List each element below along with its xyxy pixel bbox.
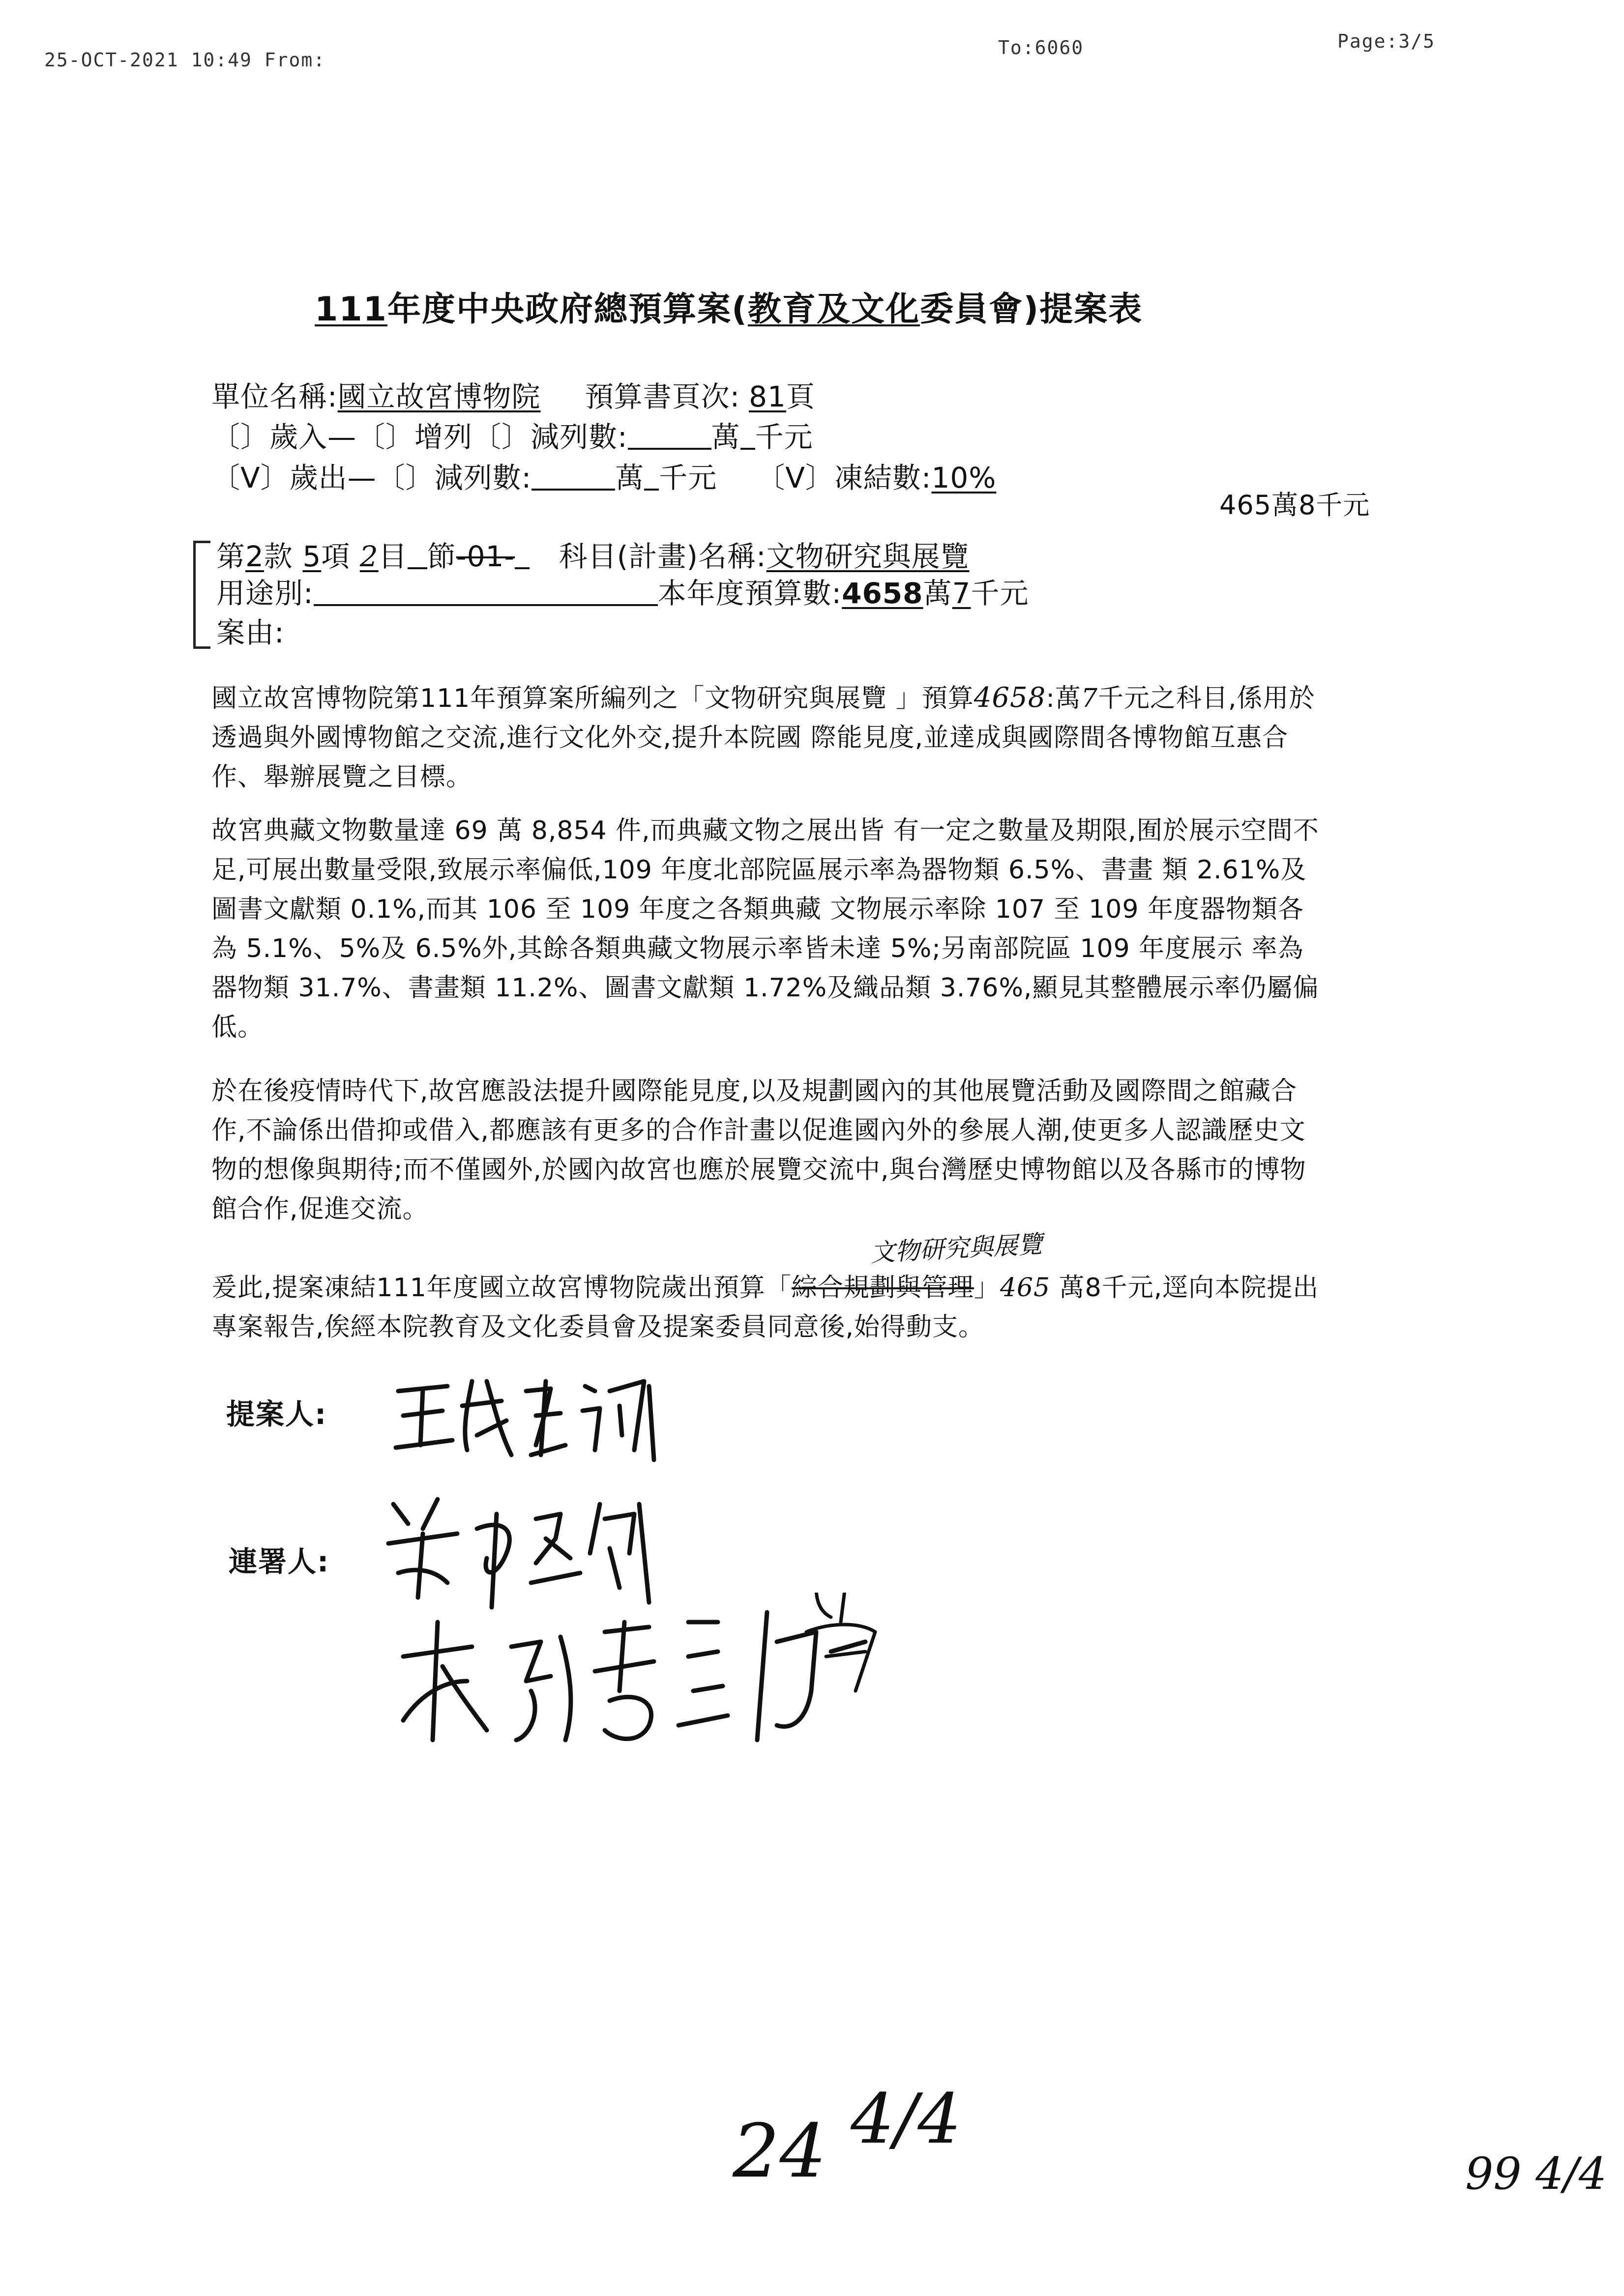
subject-name-label: 科目(計畫)名稱: [559, 540, 767, 573]
page-ref-label: 預算書頁次: [585, 380, 740, 413]
expense-line [211, 455, 996, 496]
xiang-number: 5 [302, 540, 322, 573]
budget-qian-unit: 千元 [971, 577, 1029, 610]
paragraph-4 [211, 1268, 1328, 1347]
fax-timestamp: 25-OCT-2021 10:49 From: [44, 49, 326, 71]
reason-label: 案由: [216, 616, 285, 649]
paragraph-1-text-a: 國立故宮博物院第111年預算案所編列之「文物研究與展覽 」預算 [211, 684, 974, 713]
subject-bracket [193, 541, 210, 649]
page-ref-unit: 頁 [786, 380, 815, 413]
paragraph-3: 於在後疫情時代下,故宮應設法提升國際能見度,以及規劃國內的其他展覽活動及國際間之館藏合作,不論係出借抑或借入,都應該有更多的合作計畫以促進國內外的參展人潮,使更多人認識歷史文物的想像與期待;而不僅國外,於國內故宮也應於展覽交流中,與台灣歷史博物館以及各縣市的博物館合作,促進交流。 [211, 1076, 1306, 1224]
income-qian: 千元 [755, 420, 813, 454]
page-mark-fraction: 4/4 [851, 2079, 962, 2159]
struck-subject: 綜合規劃與管理 [791, 1273, 974, 1303]
fax-recipient: To:6060 [998, 37, 1084, 58]
budget-wan: 4658 [842, 577, 923, 610]
page-ref-number: 81 [749, 380, 786, 413]
title-part2: 委員會)提案表 [920, 290, 1143, 329]
budget-qian: 7 [952, 577, 971, 610]
paragraph-1 [211, 678, 1328, 797]
page-mark-number: 24 [733, 2109, 827, 2194]
xiang-unit: 項 [321, 540, 351, 573]
jie-unit: 節 [427, 540, 456, 573]
unit-line [211, 374, 815, 415]
usage-label: 用途別: [216, 577, 314, 610]
title-part1: 年度中央政府總預算案( [387, 290, 748, 329]
handwritten-freeze-wan: 465 [1000, 1273, 1051, 1303]
cosigner-signature-2 [374, 1593, 915, 1789]
subject-name: 文物研究與展覽 [766, 540, 970, 573]
kuan-label: 第 [216, 540, 246, 573]
expense-wan: 萬 [615, 461, 645, 494]
unit-name: 國立故宮博物院 [337, 380, 541, 413]
budget-wan-unit: 萬 [923, 577, 952, 610]
expense-qian: 千元 [659, 461, 717, 494]
income-wan: 萬 [711, 420, 740, 454]
income-label: 〔〕歲入—〔〕增列〔〕減列數: [211, 420, 628, 454]
paragraph-4-text-c: 萬8千元,逕向本院提出專案報告,俟經本院教育及文化委員會及提案委員同意後,始得動支。 [211, 1273, 1319, 1342]
paragraph-2: 故宮典藏文物數量達 69 萬 8,854 件,而典藏文物之展出皆 有一定之數量及期限,囿於展示空間不足,可展出數量受限,致展示率偏低,109 年度北部院區展示率為器物類 6.5%、書畫 類 2.61%及圖書文獻類 0.1%,而其 106 至 109 年度之各類典藏 文物展示率除 107 至 109 年度器物類各為 5.1%、5%及 6.5%外,其餘各類典藏文物展示率皆未達 5%;另南部院區 109 年度展示 率為器物類 31.7%、書畫類 11.2%、圖書文獻類 1.72%及織品類 3.76%,顯見其整體展示率仍屬偏低。 [211, 816, 1319, 1042]
title-year: 111 [315, 290, 387, 329]
paragraph-4-text-b: 」 [974, 1273, 1000, 1303]
kuan-number: 2 [245, 540, 264, 573]
mu-number: 2 [359, 540, 379, 573]
paragraph-1-text-c: 千元之科目,係用於透過與外國博物館之交流,進行文化外交,提升本院國 際能見度,並達成與國際間各博物館互惠合作、舉辦展覽之目標。 [211, 684, 1315, 792]
paragraph-1-text-b: :萬 [1046, 684, 1081, 713]
cosigner-label: 連署人: [229, 1545, 330, 1578]
page-mark-right: 99 4/4 [1465, 2148, 1607, 2200]
handwritten-insertion: 文物研究與展覽 [869, 1229, 1043, 1268]
freeze-amount: 465萬8千元 [1219, 490, 1370, 521]
kuan-unit: 款 [264, 540, 293, 573]
proposer-signature [388, 1362, 664, 1470]
expense-label: 〔V〕歲出—〔〕減列數: [211, 461, 532, 494]
fax-page-number: Page:3/5 [1337, 30, 1436, 52]
unit-label: 單位名稱: [211, 380, 338, 413]
page-title [315, 283, 1143, 330]
freeze-label: 〔V〕凍結數: [756, 461, 932, 494]
handwritten-budget-qian: 7 [1081, 684, 1098, 713]
jie-number: -01- [456, 540, 515, 573]
usage-line [216, 570, 1029, 611]
subject-line [216, 533, 970, 575]
budget-label: 本年度預算數: [657, 577, 842, 610]
paragraph-4-text-a: 爰此,提案凍結111年度國立故宮博物院歲出預算「 [211, 1273, 792, 1303]
freeze-value: 10% [931, 461, 997, 494]
mu-unit: 目 [378, 540, 408, 573]
proposer-label: 提案人: [226, 1397, 327, 1431]
title-committee: 教育及文化 [748, 290, 920, 329]
handwritten-budget-wan: 4658 [974, 682, 1046, 714]
income-line [211, 414, 813, 455]
